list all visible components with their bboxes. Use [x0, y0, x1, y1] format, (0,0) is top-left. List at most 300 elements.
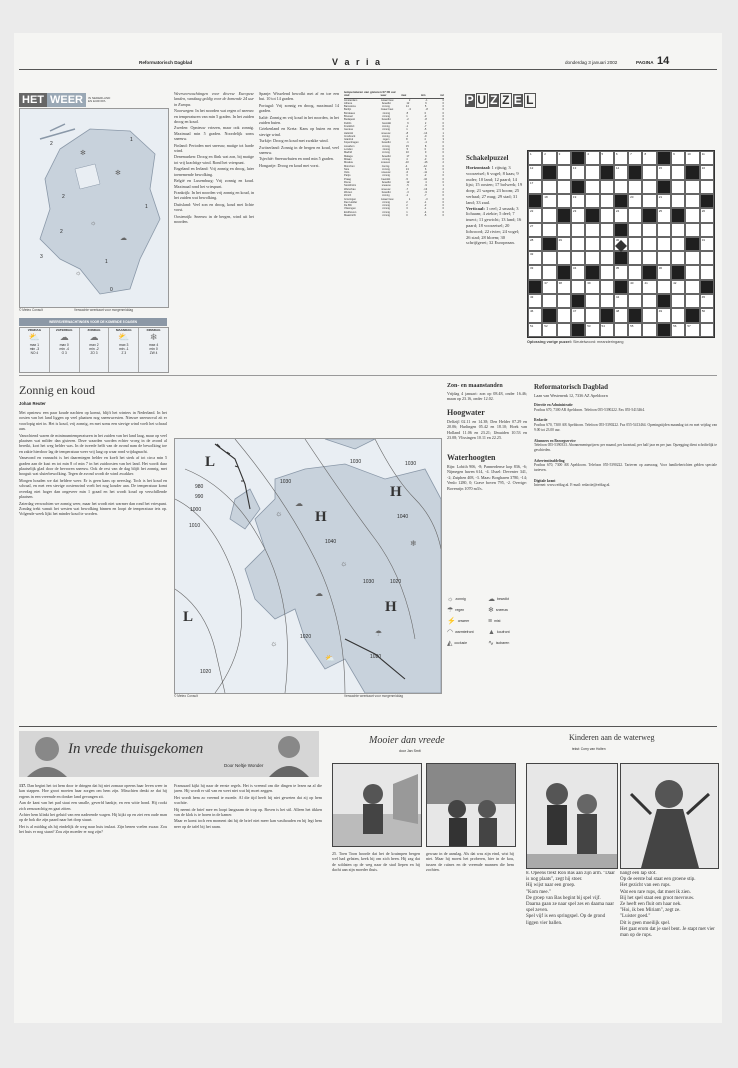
- crossword-cell[interactable]: [685, 265, 699, 279]
- crossword-cell[interactable]: [642, 237, 656, 251]
- table-cell: 0: [442, 190, 444, 194]
- table-cell: 0: [442, 121, 444, 125]
- crossword-cell[interactable]: [614, 323, 628, 337]
- legend-item: [447, 595, 486, 603]
- crossword-cell[interactable]: [571, 194, 585, 208]
- table-cell: 4: [406, 157, 408, 161]
- table-cell: -1: [423, 200, 427, 204]
- crossword-cell[interactable]: [628, 180, 642, 194]
- crossword-cell[interactable]: [600, 294, 614, 308]
- crossword-cell[interactable]: [600, 323, 614, 337]
- forecast-min: -4: [65, 347, 69, 351]
- crossword-cell[interactable]: [685, 180, 699, 194]
- crossword-block: [542, 165, 556, 179]
- crossword-cell[interactable]: [685, 223, 699, 237]
- crossword-cell[interactable]: [571, 208, 585, 222]
- crossword-cell[interactable]: [542, 251, 556, 265]
- cold-front-icon: ▲: [488, 628, 495, 636]
- crossword-cell[interactable]: [614, 151, 628, 165]
- crossword-cell[interactable]: [700, 308, 714, 322]
- crossword-cell[interactable]: [685, 194, 699, 208]
- table-cell: 12: [406, 101, 410, 105]
- newspaper-page: [14, 33, 722, 1023]
- table-cell: 3: [406, 174, 408, 178]
- crossword-cell[interactable]: [642, 323, 656, 337]
- crossword-cell[interactable]: [585, 251, 599, 265]
- weather-headline: Zonnig en koud: [19, 383, 95, 397]
- crossword-cell-number: 34: [572, 266, 577, 271]
- crossword-cell[interactable]: [585, 194, 599, 208]
- cloud-icon: ☁: [120, 234, 127, 242]
- crossword-cell[interactable]: [557, 223, 571, 237]
- europe-paragraph: Duitsland: Veel zon en droog, koud met lichte vorst.: [174, 201, 254, 213]
- crossword-cell[interactable]: [557, 180, 571, 194]
- sun-icon: ☼: [75, 269, 82, 277]
- crossword-cell[interactable]: [657, 223, 671, 237]
- crossword-cell[interactable]: [700, 151, 714, 165]
- legend-label: warmtefront: [455, 630, 474, 634]
- weather-legend: [447, 595, 527, 647]
- table-cell: -13: [423, 187, 428, 191]
- table-cell: -8: [424, 118, 427, 122]
- isobar-label: 980: [195, 484, 204, 490]
- crossword-cell[interactable]: [542, 180, 556, 194]
- crossword-cell-number: 28: [530, 237, 534, 242]
- crossword-cell[interactable]: [600, 280, 614, 294]
- table-cell: -3: [423, 157, 427, 161]
- table-cell: 0: [424, 148, 427, 152]
- crossword-cell[interactable]: [557, 251, 571, 265]
- crossword-cell[interactable]: [614, 180, 628, 194]
- table-cell: Helsinki: [344, 131, 354, 135]
- serial-paragraph: Fransuard kijkt hij naar de eerste regels. Het is vreemd om die dingen te lezen na al die jaren. Hij wordt er stil van en weet niet wat hij moet zeggen.: [174, 783, 322, 794]
- crossword-cell[interactable]: [671, 280, 685, 294]
- crossword-cell[interactable]: [614, 294, 628, 308]
- table-cell: -1: [425, 98, 428, 102]
- europe-paragraph: Zweden: Opnieuw vriezen, maar ook zonnig. Maximaal min 5 graden. Noordelijk soms sneeuw.: [174, 125, 254, 142]
- crossword-cell[interactable]: [585, 294, 599, 308]
- crossword-cell[interactable]: [585, 165, 599, 179]
- comic1-header: [329, 731, 517, 761]
- crossword-cell[interactable]: [571, 308, 585, 322]
- solution-caption: Oplossing vorige puzzel:: [527, 340, 572, 344]
- crossword-cell[interactable]: [528, 208, 542, 222]
- sun-icon: ☼: [447, 595, 454, 603]
- crossword-cell[interactable]: [542, 294, 556, 308]
- crossword-cell[interactable]: [671, 223, 685, 237]
- crossword-cell[interactable]: [614, 165, 628, 179]
- crossword-cell-number: 31: [701, 237, 706, 242]
- crossword-cell[interactable]: [585, 151, 599, 165]
- legend-item: [488, 595, 527, 603]
- comic1-text-left: 25. Toen Toon hoorde dat het de kruimpen bergen wel had gelaten, keek hij om zich heen. Hij zag dat de soldaten op de weg naar de stad liepen en hij dacht aan zijn moeder thuis.: [332, 851, 420, 873]
- crossword-cell-number: 54: [601, 323, 605, 328]
- crossword-cell[interactable]: [642, 251, 656, 265]
- table-cell: 6: [425, 101, 427, 105]
- crossword-cell[interactable]: [585, 280, 599, 294]
- table-cell: 1: [406, 128, 408, 132]
- crossword-cell[interactable]: [528, 223, 542, 237]
- table-cell: -6: [405, 171, 409, 175]
- comic2-text-left: 8. Opeens trekt Ron Bas aan zijn arm. "Daar is nog plaats", zegt hij stoer. Hij wijst naar een groep. "Kom mee." De groep van Bas begint bij spel vijf. Daarna gaan ze naar spel zes en daarna naar spel zeven. Spel vijf is een springspel. Op de grond liggen vier ballen.: [526, 871, 615, 926]
- crossword-cell[interactable]: [642, 223, 656, 237]
- crossword-cell[interactable]: [557, 194, 571, 208]
- table-cell: -10: [423, 177, 428, 181]
- table-cell: Milaan: [344, 157, 352, 161]
- crossword-cell[interactable]: [671, 194, 685, 208]
- crossword-block: [585, 265, 599, 279]
- comic1-text-right: gewaar in de aanslag. Als dat was zijn eind, wist hij niet. Maar hij moest het proberen, hier in de kou, tussen de ruïnes en de vreemde mannen die hem zochten.: [426, 851, 514, 873]
- crossword-cell[interactable]: [557, 308, 571, 322]
- table-cell: 5: [406, 148, 409, 152]
- comic1-panel-1: [332, 763, 422, 847]
- crossword-cell[interactable]: [542, 151, 556, 165]
- crossword-cell[interactable]: [628, 251, 642, 265]
- crossword-cell[interactable]: [685, 151, 699, 165]
- sun-cloud-icon: ⛅: [28, 332, 40, 342]
- crossword-cell[interactable]: [671, 308, 685, 322]
- crossword-cell[interactable]: [542, 280, 556, 294]
- crossword-cell[interactable]: [685, 251, 699, 265]
- serial-byline: Door Neltje Wonder: [224, 763, 264, 768]
- crossword-cell[interactable]: [657, 251, 671, 265]
- sun-icon: ☼: [275, 509, 283, 518]
- crossword-cell-number: 40: [630, 280, 634, 285]
- crossword-cell[interactable]: [557, 294, 571, 308]
- comic-panel-drawing: [527, 764, 617, 868]
- crossword-cell[interactable]: [571, 251, 585, 265]
- crossword-cell[interactable]: [700, 251, 714, 265]
- crossword-cell[interactable]: [542, 194, 556, 208]
- table-header-cell: max: [401, 94, 407, 98]
- table-cell: zonnig: [382, 200, 390, 204]
- crossword-cell[interactable]: [600, 151, 614, 165]
- hoogwater-title: Hoogwater: [447, 408, 485, 417]
- crossword-cell[interactable]: [528, 265, 542, 279]
- crossword-cell[interactable]: [642, 180, 656, 194]
- crossword-cell[interactable]: [671, 151, 685, 165]
- table-cell: -7: [405, 187, 409, 191]
- table-cell: Stockholm: [344, 184, 357, 188]
- colofon-body: [534, 403, 717, 698]
- crossword-cell[interactable]: [528, 294, 542, 308]
- crossword-cell[interactable]: [557, 165, 571, 179]
- crossword-cell[interactable]: [542, 223, 556, 237]
- diamond-icon: [615, 239, 627, 251]
- crossword-cell[interactable]: [700, 294, 714, 308]
- comic2-credits: tekst: Corry van Holten: [572, 747, 606, 751]
- crossword-cell[interactable]: [671, 294, 685, 308]
- europe-map-caption: Verwachte weerkaart voor morgenmiddag: [344, 694, 403, 698]
- crossword-block: [685, 308, 699, 322]
- table-cell: Berlijn: [344, 108, 352, 112]
- crossword-cell[interactable]: [700, 223, 714, 237]
- table-cell: bewolkt: [381, 154, 391, 158]
- table-cell: 1: [442, 131, 444, 135]
- crossword-block: [571, 294, 585, 308]
- crossword-cell[interactable]: [700, 323, 714, 337]
- crossword-cell[interactable]: [585, 308, 599, 322]
- colofon-text: Postbus 670, 7300 AR Apeldoorn. Telefoon 055-5390222. Fax 055-5413464.: [534, 407, 645, 412]
- crossword-cell[interactable]: [642, 194, 656, 208]
- hoogwater-text: Delfzijl 02.11 en 14.38; Den Helder 07.29 en 20.06; Harlingen 05.42 en 18.10; Hoek van Holland 11.06 en 23.21; IJmuiden 10.53 en 23.08; Vlissingen 10.11 en 22.25.: [447, 419, 527, 441]
- table-cell: -1: [405, 124, 409, 128]
- crossword-cell[interactable]: [657, 308, 671, 322]
- crossword-cell[interactable]: [571, 223, 585, 237]
- table-cell: regen: [382, 138, 390, 142]
- table-row: [344, 214, 444, 217]
- crossword-cell[interactable]: [628, 265, 642, 279]
- table-cell: -2: [423, 204, 427, 208]
- crossword-cell[interactable]: [700, 208, 714, 222]
- crossword-cell[interactable]: [600, 265, 614, 279]
- forecast-max: 4: [156, 343, 159, 347]
- crossword-cell-number: 39: [587, 280, 591, 285]
- crossword-cell[interactable]: [628, 208, 642, 222]
- table-cell: zonnig: [382, 124, 390, 128]
- table-cell: 14: [405, 105, 409, 109]
- article-paragraph: Vanochtend waren de minimumtemperaturen in het zuiden van het land laag, maar op veel plaatsen wat milder dan gisteren. Deze waarden worden echter vroeg in de avond al bereikt, kort het weg helder was. In de tweede helft van de avond nam de bewolking toe en zakte hierdoor lag de temperatuur weer vrij laag op waar rond vrijdagnacht.: [19, 432, 167, 454]
- crossword-cell[interactable]: [628, 294, 642, 308]
- table-cell: sneeuw: [381, 131, 391, 135]
- crossword-cell[interactable]: [585, 323, 599, 337]
- forecast-wind: ZW 4: [149, 351, 158, 355]
- puzzle-logo: [465, 93, 537, 108]
- table-cell: Malaga: [344, 154, 353, 158]
- snow-cloud-icon: ❄: [149, 332, 158, 342]
- table-cell: 2: [424, 121, 427, 125]
- crossword-cell[interactable]: [600, 208, 614, 222]
- crossword-cell[interactable]: [628, 237, 642, 251]
- crossword-cell[interactable]: [528, 251, 542, 265]
- forecast-day-5: DINSDAG ❄ max 4 min 0 ZW 4: [139, 328, 168, 372]
- crossword-cell[interactable]: [642, 308, 656, 322]
- crossword-cell-number: 23: [572, 209, 577, 214]
- serial-title: In vrede thuisgekomen: [68, 741, 204, 757]
- crossword-cell[interactable]: [557, 280, 571, 294]
- table-cell: zonnig: [382, 207, 390, 211]
- table-cell: zonnig: [382, 204, 390, 208]
- legend-item: [447, 606, 486, 614]
- table-cell: bewolkt: [382, 121, 391, 125]
- isobar-label: 990: [195, 494, 204, 500]
- legend-item: [447, 628, 486, 636]
- forecast-strip: [19, 327, 169, 373]
- crossword-cell[interactable]: [542, 265, 556, 279]
- table-cell: 0: [442, 200, 444, 204]
- europe-paragraph: Italië: Zonnig en vrij koud in het noorden, in het zuiden buien.: [259, 114, 339, 126]
- crossword-cell[interactable]: [700, 165, 714, 179]
- table-cell: Wenen: [344, 190, 353, 194]
- crossword-block: [528, 194, 542, 208]
- table-cell: -3: [423, 115, 427, 119]
- crossword-cell-number: 56: [673, 323, 677, 328]
- crossword-cell[interactable]: [671, 237, 685, 251]
- crossword-cell[interactable]: [542, 208, 556, 222]
- crossword-cell[interactable]: [571, 280, 585, 294]
- crossword-cell[interactable]: [657, 265, 671, 279]
- map-temp-2: 2: [62, 194, 65, 200]
- forecast-day-label: ZONDAG: [87, 328, 101, 332]
- table-cell: Kopenhagen: [344, 141, 359, 145]
- crossword-cell[interactable]: [657, 237, 671, 251]
- crossword-cell[interactable]: [642, 294, 656, 308]
- table-cell: Den Helder: [344, 200, 358, 204]
- crossword-cell[interactable]: [628, 194, 642, 208]
- weather-article: [19, 410, 167, 740]
- crossword-cell[interactable]: [685, 280, 699, 294]
- crossword-cell-number: 11: [701, 152, 705, 156]
- crossword-cell-number: 21: [658, 194, 663, 199]
- crossword-cell[interactable]: [571, 165, 585, 179]
- crossword-cell[interactable]: [557, 151, 571, 165]
- masthead-section: V a r i a: [332, 57, 383, 67]
- table-cell: bewolkt: [381, 118, 391, 122]
- crossword-cell[interactable]: [600, 180, 614, 194]
- table-cell: 3: [442, 138, 444, 142]
- crossword-cell-number: 24: [615, 209, 620, 214]
- crossword-cell[interactable]: [585, 180, 599, 194]
- europe-paragraph: Finland: Perioden met sneeuw, matige tot harde wind.: [174, 142, 254, 154]
- pressure-label: H: [315, 509, 327, 525]
- crossword-cell[interactable]: [600, 194, 614, 208]
- map-temp-5: 3: [40, 254, 43, 260]
- crossword-block: [614, 280, 628, 294]
- snow-icon: ❄: [410, 539, 417, 548]
- logo-het: HET: [19, 93, 47, 107]
- crossword-cell[interactable]: [542, 323, 556, 337]
- crossword-cell[interactable]: [528, 308, 542, 322]
- crossword-cell[interactable]: [700, 180, 714, 194]
- crossword-cell[interactable]: [585, 237, 599, 251]
- forecast-max: 3: [126, 343, 129, 347]
- crossword-block: [657, 323, 671, 337]
- crossword-cell[interactable]: [528, 180, 542, 194]
- table-cell: -12: [423, 164, 427, 168]
- table-cell: 0: [442, 167, 444, 171]
- table-cell: Lissabon: [344, 144, 355, 148]
- article-paragraph: Vanavond en vannacht is het daarentegen helder en koelt het sterk af tot circa min 5 graden aan de kust en tot min 8 of min 7 in het zuidoosten van het land. Het wordt daar plaatselijk glad door de bevroren sneeuw. Ook de rest van de dag blijft het zonnig, met hooguit wat sluierbewolking. Tegen de avond wordt de wind zwakker.: [19, 455, 167, 477]
- crossword-cell[interactable]: [671, 180, 685, 194]
- legend-label: zonnig: [455, 597, 466, 601]
- table-cell: 13: [405, 167, 409, 171]
- crossword-cell[interactable]: [700, 265, 714, 279]
- horizontal-label: Horizontaal:: [466, 165, 491, 170]
- crossword-cell-number: 33: [530, 266, 534, 271]
- table-cell: Oslo: [344, 171, 350, 175]
- crossword-cell[interactable]: [571, 237, 585, 251]
- crossword-cell[interactable]: [571, 265, 585, 279]
- crossword-cell[interactable]: [685, 208, 699, 222]
- crossword-cell[interactable]: [528, 323, 542, 337]
- crossword-cell[interactable]: [657, 208, 671, 222]
- isobar-label: 1020: [300, 634, 312, 640]
- crossword-cell[interactable]: [614, 265, 628, 279]
- table-cell: bewolkt: [381, 141, 391, 145]
- colofon-text: Postbus 670, 7300 AR Apeldoorn. Telefoon 055-5390222. Fax 055-5413464. Openingstijden maandag tot en met vrijdag van 9.00 tot 23.00 uur.: [534, 423, 717, 432]
- legend-item: [488, 639, 527, 647]
- waterhoogten-text: Rijn: Lobith 906, -8; Pannerdense kop 836, -6; Nijmegen haven 614, -4. IJssel: Deventer 341, -2; Zutphen 408, -3. Maas: Borgharen 3780, -14; Venlo 1280, 0; Grave boven 795, -2. Overige: Bovenrijn 1070 m3/s.: [447, 464, 527, 491]
- crossword-cell[interactable]: [528, 165, 542, 179]
- crossword-cell[interactable]: [628, 151, 642, 165]
- table-cell: zwaar bew.: [380, 108, 394, 112]
- serial-paragraph: Maar er komt toch een moment dat hij de brief niet meer kan vasthouden en hij legt hem neer op de tafel bij het raam.: [174, 818, 322, 829]
- crossword-cell[interactable]: [657, 280, 671, 294]
- europe-intro: Weersverwachtingen voor diverse Europese landen, vandaag geldig voor de komende 24 uur in Europa.: [174, 91, 254, 107]
- europe-paragraph: Oostenrijk: Sneeuw in de bergen, wind uit het noorden.: [174, 213, 254, 224]
- crossword-cell[interactable]: [657, 194, 671, 208]
- crossword-cell-number: 46: [530, 309, 534, 314]
- crossword-cell-number: 20: [630, 194, 634, 199]
- puzzle-logo-letter: P: [465, 93, 475, 107]
- table-cell: Amsterdam: [344, 98, 358, 102]
- crossword-cell[interactable]: [600, 251, 614, 265]
- isobar-label: 1040: [325, 539, 337, 545]
- table-cell: 0: [442, 164, 444, 168]
- crossword-cell[interactable]: [628, 223, 642, 237]
- crossword-cell[interactable]: [614, 208, 628, 222]
- crossword-cell[interactable]: [642, 280, 656, 294]
- map-temp-4: 2: [60, 229, 63, 235]
- crossword-cell[interactable]: [557, 323, 571, 337]
- crossword-cell[interactable]: [528, 151, 542, 165]
- table-cell: -9: [424, 190, 427, 194]
- legend-item: [447, 617, 486, 625]
- crossword-cell[interactable]: [700, 237, 714, 251]
- crossword-cell-number: 35: [615, 266, 620, 271]
- table-cell: 0: [442, 128, 444, 132]
- table-cell: 2: [406, 204, 408, 208]
- crossword-cell[interactable]: [585, 223, 599, 237]
- crossword-cell[interactable]: [671, 165, 685, 179]
- crossword-cell[interactable]: [628, 280, 642, 294]
- crossword-block: [600, 165, 614, 179]
- table-cell: 2: [406, 200, 408, 204]
- logo-weer: WEER: [47, 93, 86, 107]
- crossword-block: [542, 237, 556, 251]
- table-cell: 1: [406, 210, 408, 214]
- crossword-cell[interactable]: [600, 223, 614, 237]
- crossword-cell[interactable]: [628, 323, 642, 337]
- pressure-label: H: [385, 599, 397, 615]
- table-cell: 2: [442, 187, 444, 191]
- crossword-cell[interactable]: [671, 251, 685, 265]
- crossword-cell-number: 6: [615, 152, 618, 156]
- crossword-cell[interactable]: [600, 237, 614, 251]
- crossword-cell[interactable]: [528, 237, 542, 251]
- serial-paragraph: Achter hem klinkt het geluid van een naderende wagen. Hij kijkt op en ziet een oude man op de bok die zijn paard naar het dorp stuurt.: [19, 812, 167, 823]
- table-cell: 0: [442, 197, 444, 201]
- crossword-cell[interactable]: [671, 323, 685, 337]
- crossword-cell[interactable]: [685, 294, 699, 308]
- masthead-page-label: PAGINA: [636, 60, 654, 65]
- comic1-credits: door Jan Smit: [399, 749, 421, 753]
- crossword-cell[interactable]: [557, 237, 571, 251]
- crossword-cell[interactable]: [642, 151, 656, 165]
- cloud-icon: ☁: [315, 589, 323, 598]
- comic2-header: [524, 731, 717, 761]
- table-cell: Athene: [344, 101, 353, 105]
- crossword-block: [671, 265, 685, 279]
- table-cell: Moskou: [344, 161, 354, 165]
- table-cell: -5: [406, 184, 409, 188]
- crossword-cell[interactable]: [657, 165, 671, 179]
- crossword-cell[interactable]: [614, 308, 628, 322]
- crossword-cell[interactable]: [685, 323, 699, 337]
- table-cell: 6: [407, 121, 409, 125]
- crossword-cell[interactable]: [642, 165, 656, 179]
- colofon-heading: Digitale krant: [534, 478, 556, 483]
